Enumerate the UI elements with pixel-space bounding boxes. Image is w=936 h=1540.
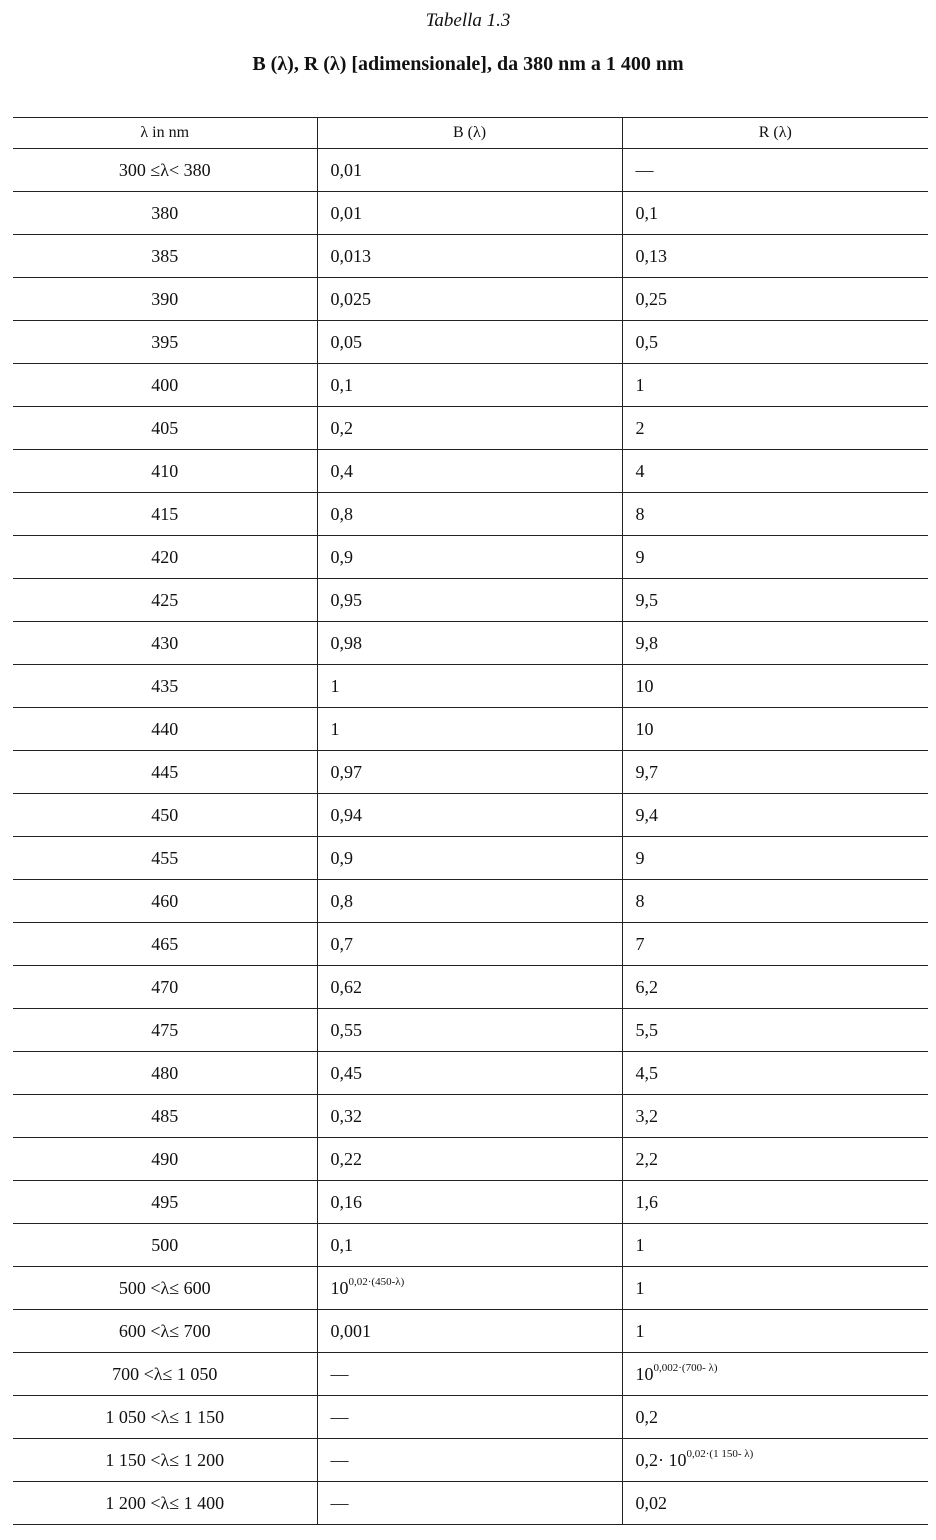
cell-lambda: 480 <box>13 1052 317 1095</box>
table-row <box>13 837 928 880</box>
cell-b <box>317 235 622 278</box>
table-row <box>13 708 928 751</box>
cell-b <box>317 536 622 579</box>
cell-r-value: 4 <box>635 460 645 481</box>
cell-r-value: 0,1 <box>635 202 658 223</box>
cell-b-value: — <box>330 1492 349 1513</box>
cell-b-value: 0,62 <box>330 976 362 997</box>
cell-b-value: 0,22 <box>330 1148 362 1169</box>
table-row <box>13 493 928 536</box>
cell-b-value: 10 <box>330 1277 349 1298</box>
table-row <box>13 1095 928 1138</box>
cell-b <box>317 665 622 708</box>
cell-b-value: 0,45 <box>330 1062 362 1083</box>
cell-lambda: 470 <box>13 966 317 1009</box>
table-row <box>13 278 928 321</box>
cell-r-value: 8 <box>635 503 645 524</box>
header-r: R (λ) <box>622 118 928 149</box>
cell-lambda: 380 <box>13 192 317 235</box>
cell-r-value: 1 <box>635 1320 645 1341</box>
cell-r <box>622 923 928 966</box>
cell-b <box>317 966 622 1009</box>
cell-r-value: 0,2· 10 <box>635 1449 687 1470</box>
table-row <box>13 364 928 407</box>
cell-lambda: 700 <λ≤ 1 050 <box>13 1353 317 1396</box>
header-lambda: λ in nm <box>13 118 317 149</box>
cell-r-value: 0,13 <box>635 245 667 266</box>
cell-r <box>622 1181 928 1224</box>
cell-b-value: 1 <box>330 675 340 696</box>
cell-b <box>317 1181 622 1224</box>
cell-lambda: 445 <box>13 751 317 794</box>
cell-r-value: 1 <box>635 374 645 395</box>
cell-r <box>622 794 928 837</box>
cell-b-exponent: 0,02·(450-λ) <box>348 1275 405 1288</box>
cell-b-value: 0,01 <box>330 159 362 180</box>
cell-b-value: — <box>330 1406 349 1427</box>
data-table <box>13 117 928 1525</box>
table-row <box>13 192 928 235</box>
table-row <box>13 579 928 622</box>
cell-lambda: 300 ≤λ< 380 <box>13 149 317 192</box>
cell-b-value: — <box>330 1363 349 1384</box>
cell-r-value: — <box>635 159 654 180</box>
table-row <box>13 622 928 665</box>
cell-b-value: 1 <box>330 718 340 739</box>
cell-r-value: 0,25 <box>635 288 667 309</box>
cell-lambda: 390 <box>13 278 317 321</box>
cell-lambda: 400 <box>13 364 317 407</box>
cell-lambda: 420 <box>13 536 317 579</box>
cell-b <box>317 364 622 407</box>
cell-r-value: 3,2 <box>635 1105 658 1126</box>
cell-lambda: 500 <box>13 1224 317 1267</box>
cell-r-value: 8 <box>635 890 645 911</box>
cell-b <box>317 450 622 493</box>
cell-b <box>317 1224 622 1267</box>
cell-lambda: 1 050 <λ≤ 1 150 <box>13 1396 317 1439</box>
cell-lambda: 405 <box>13 407 317 450</box>
cell-r-value: 9 <box>635 546 645 567</box>
cell-b-value: 0,013 <box>330 245 371 266</box>
table-row <box>13 321 928 364</box>
cell-b <box>317 794 622 837</box>
cell-r-exponent: 0,002·(700- λ) <box>653 1361 718 1374</box>
cell-lambda: 485 <box>13 1095 317 1138</box>
table-row <box>13 1181 928 1224</box>
cell-b <box>317 1353 622 1396</box>
table-row <box>13 923 928 966</box>
cell-lambda: 425 <box>13 579 317 622</box>
cell-lambda: 600 <λ≤ 700 <box>13 1310 317 1353</box>
cell-b <box>317 708 622 751</box>
cell-b <box>317 407 622 450</box>
table-row <box>13 407 928 450</box>
table-row <box>13 751 928 794</box>
cell-b <box>317 493 622 536</box>
cell-r <box>622 880 928 923</box>
cell-b <box>317 1138 622 1181</box>
cell-lambda: 475 <box>13 1009 317 1052</box>
cell-b <box>317 1009 622 1052</box>
cell-r <box>622 407 928 450</box>
cell-r <box>622 708 928 751</box>
data-table-container <box>13 117 928 1525</box>
table-row <box>13 665 928 708</box>
cell-lambda: 415 <box>13 493 317 536</box>
cell-b-value: 0,8 <box>330 890 353 911</box>
cell-b <box>317 1095 622 1138</box>
cell-b <box>317 923 622 966</box>
cell-b <box>317 149 622 192</box>
cell-lambda: 410 <box>13 450 317 493</box>
cell-b-value: 0,1 <box>330 1234 353 1255</box>
cell-r-value: 6,2 <box>635 976 658 997</box>
header-row <box>13 118 928 149</box>
cell-b-value: 0,2 <box>330 417 353 438</box>
table-row <box>13 1310 928 1353</box>
cell-b-value: 0,7 <box>330 933 353 954</box>
cell-r-value: 5,5 <box>635 1019 658 1040</box>
cell-r <box>622 1095 928 1138</box>
cell-r-value: 1 <box>635 1277 645 1298</box>
cell-r <box>622 966 928 1009</box>
cell-r <box>622 235 928 278</box>
cell-r-value: 2 <box>635 417 645 438</box>
table-row <box>13 1224 928 1267</box>
cell-r <box>622 579 928 622</box>
cell-b <box>317 1267 622 1310</box>
cell-r <box>622 450 928 493</box>
cell-r <box>622 536 928 579</box>
cell-lambda: 455 <box>13 837 317 880</box>
cell-r <box>622 1439 928 1482</box>
cell-lambda: 430 <box>13 622 317 665</box>
cell-b-value: 0,95 <box>330 589 362 610</box>
cell-b <box>317 192 622 235</box>
cell-lambda: 1 150 <λ≤ 1 200 <box>13 1439 317 1482</box>
cell-r <box>622 665 928 708</box>
cell-r <box>622 364 928 407</box>
cell-b <box>317 278 622 321</box>
cell-b <box>317 1482 622 1525</box>
cell-r <box>622 751 928 794</box>
cell-lambda: 395 <box>13 321 317 364</box>
table-body <box>13 149 928 1525</box>
cell-b-value: 0,9 <box>330 847 353 868</box>
cell-b-value: 0,16 <box>330 1191 362 1212</box>
cell-r-value: 1,6 <box>635 1191 658 1212</box>
cell-r-value: 9,4 <box>635 804 658 825</box>
cell-r <box>622 278 928 321</box>
cell-b <box>317 837 622 880</box>
table-row <box>13 450 928 493</box>
table-row <box>13 149 928 192</box>
table-row <box>13 1052 928 1095</box>
cell-r-value: 10 <box>635 718 654 739</box>
cell-r-value: 9,8 <box>635 632 658 653</box>
cell-b <box>317 622 622 665</box>
table-row <box>13 1009 928 1052</box>
table-title: B (λ), R (λ) [adimensionale], da 380 nm a 1 400 nm <box>252 53 684 75</box>
cell-r <box>622 1224 928 1267</box>
cell-b <box>317 1396 622 1439</box>
cell-b <box>317 1310 622 1353</box>
cell-b-value: 0,025 <box>330 288 371 309</box>
cell-r <box>622 1482 928 1525</box>
cell-r <box>622 1138 928 1181</box>
cell-r <box>622 622 928 665</box>
cell-r <box>622 1267 928 1310</box>
cell-b-value: 0,32 <box>330 1105 362 1126</box>
cell-r <box>622 1310 928 1353</box>
cell-b-value: 0,97 <box>330 761 362 782</box>
cell-r-exponent: 0,02·(1 150- λ) <box>686 1447 754 1460</box>
cell-lambda: 495 <box>13 1181 317 1224</box>
cell-r-value: 0,2 <box>635 1406 658 1427</box>
table-row <box>13 1138 928 1181</box>
cell-r-value: 9 <box>635 847 645 868</box>
cell-r-value: 1 <box>635 1234 645 1255</box>
table-row <box>13 1267 928 1310</box>
cell-r-value: 7 <box>635 933 645 954</box>
cell-lambda: 1 200 <λ≤ 1 400 <box>105 1492 225 1513</box>
table-row <box>13 536 928 579</box>
cell-b-value: 0,01 <box>330 202 362 223</box>
cell-lambda: 460 <box>13 880 317 923</box>
header-b: B (λ) <box>317 118 622 149</box>
table-row <box>13 966 928 1009</box>
cell-b-value: 0,1 <box>330 374 353 395</box>
cell-r-value: 4,5 <box>635 1062 658 1083</box>
cell-lambda: 490 <box>13 1138 317 1181</box>
cell-lambda: 435 <box>13 665 317 708</box>
table-row <box>13 1353 928 1396</box>
cell-b-value: 0,55 <box>330 1019 362 1040</box>
cell-r <box>622 321 928 364</box>
cell-r <box>622 1052 928 1095</box>
cell-r <box>622 837 928 880</box>
cell-r <box>622 1353 928 1396</box>
cell-b <box>317 880 622 923</box>
cell-b <box>317 321 622 364</box>
cell-b <box>317 579 622 622</box>
table-row <box>13 1396 928 1439</box>
table-row <box>13 880 928 923</box>
cell-r <box>622 1396 928 1439</box>
table-caption: Tabella 1.3 <box>425 10 511 31</box>
cell-lambda: 500 <λ≤ 600 <box>13 1267 317 1310</box>
cell-r-value: 9,7 <box>635 761 658 782</box>
cell-b <box>317 751 622 794</box>
cell-lambda: 465 <box>13 923 317 966</box>
cell-b-value: 0,4 <box>330 460 353 481</box>
cell-lambda: 440 <box>13 708 317 751</box>
cell-b <box>317 1052 622 1095</box>
cell-b-value: 0,001 <box>330 1320 371 1341</box>
cell-r-value: 9,5 <box>635 589 658 610</box>
table-row <box>13 1482 928 1525</box>
cell-lambda: 450 <box>13 794 317 837</box>
cell-r <box>622 493 928 536</box>
table-row <box>13 794 928 837</box>
cell-r-value: 0,02 <box>635 1492 667 1513</box>
cell-r-value: 10 <box>635 1363 654 1384</box>
cell-r <box>622 1009 928 1052</box>
cell-b-value: 0,05 <box>330 331 362 352</box>
cell-lambda: 385 <box>13 235 317 278</box>
cell-b <box>317 1439 622 1482</box>
table-row <box>13 235 928 278</box>
cell-b-value: 0,9 <box>330 546 353 567</box>
cell-r <box>622 149 928 192</box>
cell-b-value: — <box>330 1449 349 1470</box>
cell-b-value: 0,98 <box>330 632 362 653</box>
cell-r-value: 0,5 <box>635 331 658 352</box>
cell-b-value: 0,94 <box>330 804 362 825</box>
cell-r <box>622 192 928 235</box>
cell-r-value: 10 <box>635 675 654 696</box>
table-row <box>13 1439 928 1482</box>
cell-b-value: 0,8 <box>330 503 353 524</box>
cell-r-value: 2,2 <box>635 1148 658 1169</box>
